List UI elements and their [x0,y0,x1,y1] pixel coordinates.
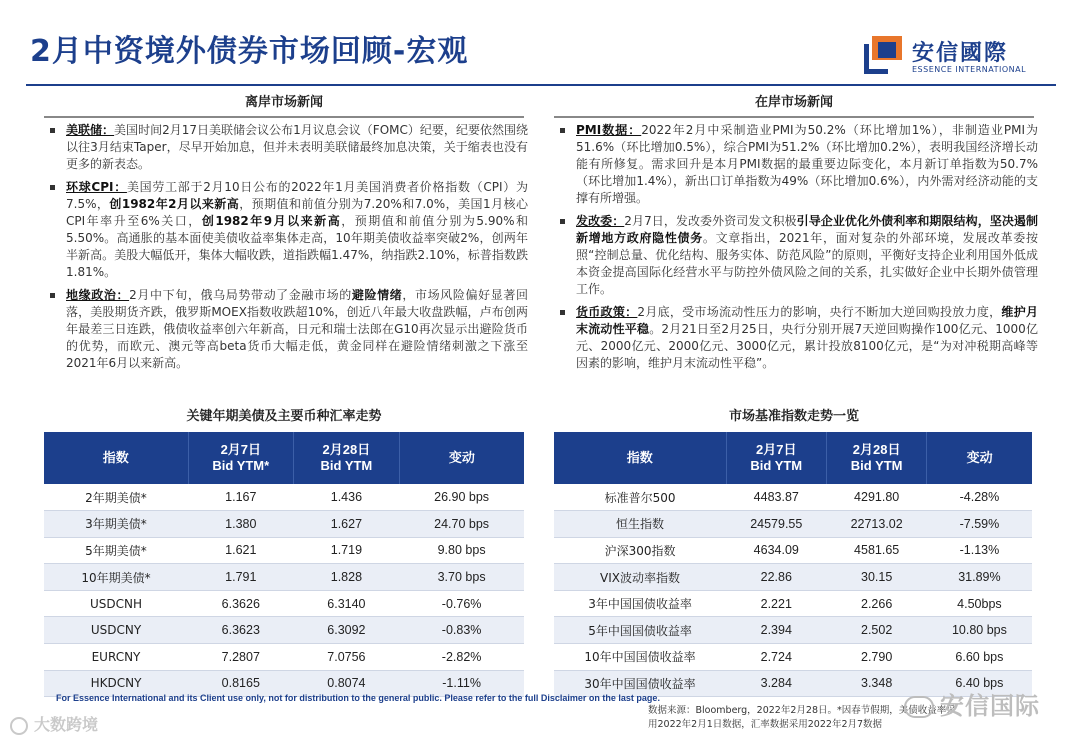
table-row [44,484,524,511]
value-cell: 3.348 [826,670,926,697]
offshore-news-list [46,122,528,378]
value-cell: 3.70 bps [399,564,524,591]
column-header-feb28: 2月28日 Bid YTM [294,432,400,484]
value-cell: 0.8165 [188,670,294,697]
row-label-cell: 10年中国国债收益率 [554,644,726,671]
value-cell: 24.70 bps [399,511,524,538]
news-text: 。2月21日至2月25日，央行分别开展7天逆回购操作100亿元、1000亿元、2000亿元、2000亿元、3000亿元，累计投放8100亿元，是“为对冲税期高峰等因素的影响，维护月末流动性平稳”。 [576,322,1038,370]
value-cell: 6.3626 [188,590,294,617]
column-header-feb7: 2月7日 Bid YTM [726,432,826,484]
onshore-news-list [556,122,1038,378]
news-text: ，预期值和前值分别为5.90%和5.50%。高通胀的基本面使美债收益率集体走高，10年期美债收益率突破2%，创两年半新高。美股大幅低开，集体大幅收跌，道指跌幅1.47%，纳指跌2.10%，标普指数跌1.81%。 [66,214,529,279]
value-cell: 6.60 bps [927,644,1032,671]
watermark-right: 安信国际 [904,686,1040,721]
onshore-heading-divider [554,116,1034,118]
news-item-label: PMI数据： [576,123,642,137]
news-highlight: 创1982年9月以来新高 [201,214,342,228]
table-row [554,564,1032,591]
value-cell: 1.380 [188,511,294,538]
offshore-heading-divider [44,116,524,118]
watermark-left: 大数跨境 [10,712,98,735]
value-cell: 1.621 [188,537,294,564]
onshore-news-heading: 在岸市场新闻 [754,95,833,110]
column-header-change: 变动 [927,432,1032,484]
treasury-fx-table-title: 关键年期美债及主要币种汇率走势 [186,409,382,424]
value-cell: 2.790 [826,644,926,671]
news-item-label: 地缘政治： [66,288,130,302]
news-text: 美国时间2月17日美联储会议公布1月议息会议（FOMC）纪要，纪要依然围绕以往3月结束Taper，尽早开始加息，但并未表明美联储最终加息决策，关于缩表也没有更多的新表态。 [66,123,528,171]
treasury-fx-table [44,432,524,697]
news-item [46,179,528,281]
value-cell: 1.719 [294,537,400,564]
row-label-cell: 恒生指数 [554,511,726,538]
watermark-circle-icon [10,717,28,735]
column-header-change: 变动 [399,432,524,484]
news-item-label: 货币政策： [576,305,638,319]
news-text: 。文章指出，2021年，面对复杂的外部环境，发展改革委按照“控制总量、优化结构、服务实体、防范风险”的原则，平衡好支持企业利用国外低成本资金提高国际化经营水平与防控外债风险之间的关系，扎实做好企业中长期外债管理工作。 [576,231,1038,296]
value-cell: 6.40 bps [927,670,1032,697]
value-cell: -7.59% [927,511,1032,538]
column-header-index: 指数 [554,432,726,484]
value-cell: 2.724 [726,644,826,671]
column-header-index: 指数 [44,432,188,484]
value-cell: 4581.65 [826,537,926,564]
row-label-cell: 5年中国国债收益率 [554,617,726,644]
news-item [556,304,1038,372]
column-header-feb7: 2月7日 Bid YTM* [188,432,294,484]
value-cell: -1.11% [399,670,524,697]
value-cell: -1.13% [927,537,1032,564]
row-label-cell: 30年中国国债收益率 [554,670,726,697]
news-text: ，预期值和前值分别为7.20%和7.0%，美国1月核心CPI年率升至6%关口， [66,197,528,228]
table-row [554,484,1032,511]
news-item-label: 美联储： [66,123,115,137]
page-title: 2月中资境外债券市场回顾-宏观 [30,34,469,69]
value-cell: 2.221 [726,590,826,617]
row-label-cell: 沪深300指数 [554,537,726,564]
value-cell: 1.828 [294,564,400,591]
news-highlight: 创1982年2月以来新高 [109,197,240,211]
table-row [554,511,1032,538]
source-line-1: 数据来源：Bloomberg，2022年2月28日。*因春节假期，美债收益率采 [648,705,956,716]
value-cell: 1.627 [294,511,400,538]
table-row [44,617,524,644]
news-text: 2月中下旬，俄乌局势带动了金融市场的 [129,288,352,302]
value-cell: 30.15 [826,564,926,591]
table-header-row [554,432,1032,484]
company-logo [864,36,1054,78]
value-cell: 22.86 [726,564,826,591]
logo-english-name: ESSENCE INTERNATIONAL [912,65,1027,74]
table-header-row [44,432,524,484]
news-text: 2月7日，发改委外资司发文积极 [624,214,797,228]
news-item-label: 发改委： [576,214,625,228]
value-cell: 2.266 [826,590,926,617]
news-item [556,122,1038,207]
table-row [554,617,1032,644]
news-text: 2022年2月中采制造业PMI为50.2%（环比增加1%），非制造业PMI为51.6%（环比增加0.5%），综合PMI为51.2%（环比增加0.2%），表明我国经济增长动能有所修复。需求回升是本月PMI数据的最重要边际变化，本月新订单指数为50.7%（环比增加1.4%），新出口订单指数为49%（环比增加0.6%），内外需对经济动能的支撑有所增强。 [576,123,1039,205]
value-cell: -4.28% [927,484,1032,511]
table-row [44,537,524,564]
value-cell: 9.80 bps [399,537,524,564]
value-cell: 4291.80 [826,484,926,511]
value-cell: -0.83% [399,617,524,644]
value-cell: 31.89% [927,564,1032,591]
news-item [46,287,528,372]
row-label-cell: 3年期美债* [44,511,188,538]
row-label-cell: 5年期美债* [44,537,188,564]
value-cell: 4483.87 [726,484,826,511]
value-cell: 4634.09 [726,537,826,564]
row-label-cell: 10年期美债* [44,564,188,591]
value-cell: 6.3623 [188,617,294,644]
news-item [556,213,1038,298]
value-cell: 10.80 bps [927,617,1032,644]
value-cell: 1.167 [188,484,294,511]
disclaimer-text: For Essence International and its Client use only, not for distribution to the general public. Please refer to the full Disclaimer on the last page. [56,693,660,703]
table-row [44,644,524,671]
table-row [44,511,524,538]
row-label-cell: 2年期美债* [44,484,188,511]
news-item [46,122,528,173]
value-cell: 1.436 [294,484,400,511]
news-highlight: 避险情绪 [351,288,403,302]
row-label-cell: VIX波动率指数 [554,564,726,591]
offshore-news-heading: 离岸市场新闻 [244,95,323,110]
news-text: ，市场风险偏好显著回落，美股期货齐跌，俄罗斯MOEX指数收跌超10%，创近八年最大收盘跌幅，卢布创两年最差三日连跌，俄债收益率创六年新高，日元和瑞士法郎在G10再次显示出避险货币的优势，而欧元、澳元等高beta货币大幅走低，黄金同样在避险情绪刺激之下涨至2021年6月以来新高。 [66,288,528,370]
value-cell: 0.8074 [294,670,400,697]
value-cell: 1.791 [188,564,294,591]
news-item-label: 环球CPI： [66,180,127,194]
logo-chinese-name: 安信國際 [912,41,1009,66]
value-cell: 7.0756 [294,644,400,671]
value-cell: 24579.55 [726,511,826,538]
news-highlight: 引导企业优化外债利率和期限结构，坚决遏制新增地方政府隐性债务 [576,214,1038,245]
column-header-feb28: 2月28日 Bid YTM [826,432,926,484]
row-label-cell: EURCNY [44,644,188,671]
logo-mark-icon [864,36,902,74]
news-text: 2月底，受市场流动性压力的影响，央行不断加大逆回购投放力度， [637,305,1002,319]
row-label-cell: 3年中国国债收益率 [554,590,726,617]
row-label-cell: USDCNY [44,617,188,644]
value-cell: 2.502 [826,617,926,644]
row-label-cell: HKDCNY [44,670,188,697]
value-cell: -2.82% [399,644,524,671]
value-cell: -0.76% [399,590,524,617]
news-highlight: 维护月末流动性平稳 [576,305,1038,336]
row-label-cell: 标准普尔500 [554,484,726,511]
wechat-icon [904,696,934,718]
value-cell: 7.2807 [188,644,294,671]
row-label-cell: USDCNH [44,590,188,617]
title-divider [26,84,1056,86]
value-cell: 3.284 [726,670,826,697]
table-row [44,564,524,591]
table-row [554,537,1032,564]
value-cell: 2.394 [726,617,826,644]
benchmark-index-table [554,432,1032,697]
news-text: 美国劳工部于2月10日公布的2022年1月美国消费者价格指数（CPI）为7.5%， [66,180,528,211]
table-row [554,644,1032,671]
source-line-2: 用2022年2月1日数据，汇率数据采用2022年2月7数据 [648,719,883,730]
value-cell: 4.50bps [927,590,1032,617]
table-row [554,590,1032,617]
value-cell: 6.3092 [294,617,400,644]
table-row [44,590,524,617]
value-cell: 22713.02 [826,511,926,538]
value-cell: 6.3140 [294,590,400,617]
value-cell: 26.90 bps [399,484,524,511]
benchmark-index-table-title: 市场基准指数走势一览 [728,409,859,424]
